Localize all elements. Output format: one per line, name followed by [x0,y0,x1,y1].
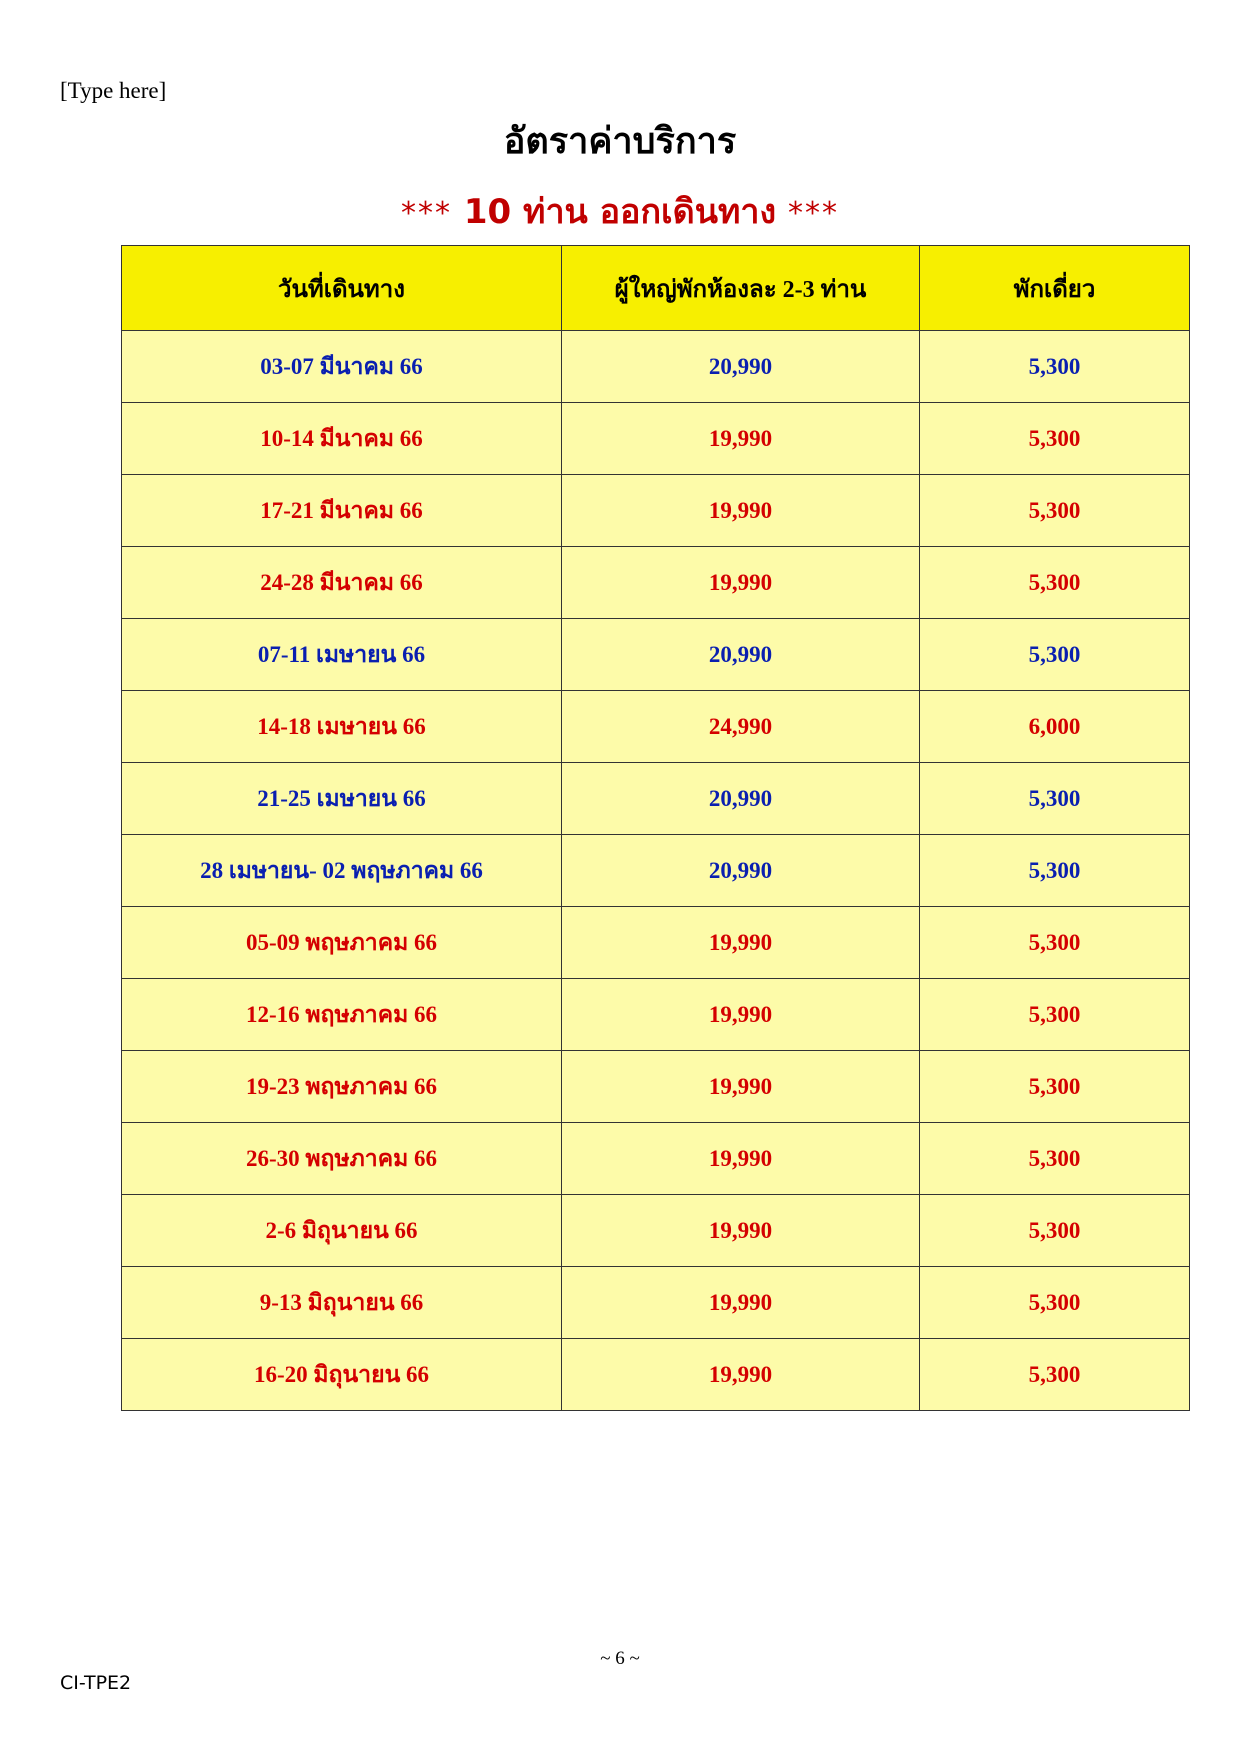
cell-adult-price: 19,990 [562,475,920,547]
column-header-single-supplement: พักเดี่ยว [920,246,1190,331]
cell-travel-date: 12-16 พฤษภาคม 66 [122,979,562,1051]
cell-single-supplement: 5,300 [920,547,1190,619]
cell-travel-date: 07-11 เมษายน 66 [122,619,562,691]
cell-single-supplement: 5,300 [920,907,1190,979]
table-row [122,1195,1190,1267]
header-placeholder: [Type here] [60,78,167,103]
table-body [122,331,1190,1411]
cell-adult-price: 20,990 [562,763,920,835]
cell-travel-date: 05-09 พฤษภาคม 66 [122,907,562,979]
table-row [122,691,1190,763]
cell-adult-price: 19,990 [562,547,920,619]
cell-travel-date: 14-18 เมษายน 66 [122,691,562,763]
column-header-adult-price: ผู้ใหญ่พักห้องละ 2-3 ท่าน [562,246,920,331]
cell-single-supplement: 5,300 [920,1123,1190,1195]
cell-single-supplement: 5,300 [920,763,1190,835]
cell-travel-date: 16-20 มิถุนายน 66 [122,1339,562,1411]
cell-travel-date: 19-23 พฤษภาคม 66 [122,1051,562,1123]
cell-single-supplement: 5,300 [920,979,1190,1051]
table-row [122,1123,1190,1195]
cell-travel-date: 21-25 เมษายน 66 [122,763,562,835]
cell-adult-price: 19,990 [562,1267,920,1339]
page-title: อัตราค่าบริการ [503,121,737,162]
page-number: ~ 6 ~ [600,1648,640,1669]
table-row [122,475,1190,547]
cell-travel-date: 24-28 มีนาคม 66 [122,547,562,619]
cell-single-supplement: 5,300 [920,475,1190,547]
table-row [122,619,1190,691]
cell-adult-price: 20,990 [562,619,920,691]
table-row [122,835,1190,907]
cell-adult-price: 19,990 [562,403,920,475]
table-row [122,403,1190,475]
cell-adult-price: 19,990 [562,1123,920,1195]
table-row [122,763,1190,835]
cell-adult-price: 20,990 [562,835,920,907]
subtitle-text: 10 ท่าน ออกเดินทาง [463,192,777,232]
cell-adult-price: 19,990 [562,1195,920,1267]
cell-adult-price: 24,990 [562,691,920,763]
cell-travel-date: 26-30 พฤษภาคม 66 [122,1123,562,1195]
cell-adult-price: 19,990 [562,1051,920,1123]
subtitle-stars-left: *** [401,196,453,231]
subtitle-stars-right: *** [787,196,839,231]
table-row [122,547,1190,619]
cell-single-supplement: 5,300 [920,1195,1190,1267]
cell-travel-date: 10-14 มีนาคม 66 [122,403,562,475]
table-row [122,1339,1190,1411]
cell-travel-date: 9-13 มิถุนายน 66 [122,1267,562,1339]
cell-adult-price: 19,990 [562,979,920,1051]
cell-single-supplement: 6,000 [920,691,1190,763]
table-header-row [122,246,1190,331]
cell-single-supplement: 5,300 [920,403,1190,475]
cell-single-supplement: 5,300 [920,619,1190,691]
cell-single-supplement: 5,300 [920,331,1190,403]
table-row [122,979,1190,1051]
table-row [122,1051,1190,1123]
price-table [121,245,1190,1411]
cell-single-supplement: 5,300 [920,835,1190,907]
table-row [122,331,1190,403]
cell-adult-price: 20,990 [562,331,920,403]
document-code: CI-TPE2 [60,1672,132,1694]
table-row [122,907,1190,979]
cell-travel-date: 17-21 มีนาคม 66 [122,475,562,547]
cell-travel-date: 2-6 มิถุนายน 66 [122,1195,562,1267]
cell-single-supplement: 5,300 [920,1267,1190,1339]
cell-travel-date: 03-07 มีนาคม 66 [122,331,562,403]
cell-travel-date: 28 เมษายน- 02 พฤษภาคม 66 [122,835,562,907]
cell-adult-price: 19,990 [562,1339,920,1411]
cell-single-supplement: 5,300 [920,1051,1190,1123]
cell-single-supplement: 5,300 [920,1339,1190,1411]
subtitle [0,184,1240,238]
column-header-date: วันที่เดินทาง [122,246,562,331]
table-row [122,1267,1190,1339]
cell-adult-price: 19,990 [562,907,920,979]
